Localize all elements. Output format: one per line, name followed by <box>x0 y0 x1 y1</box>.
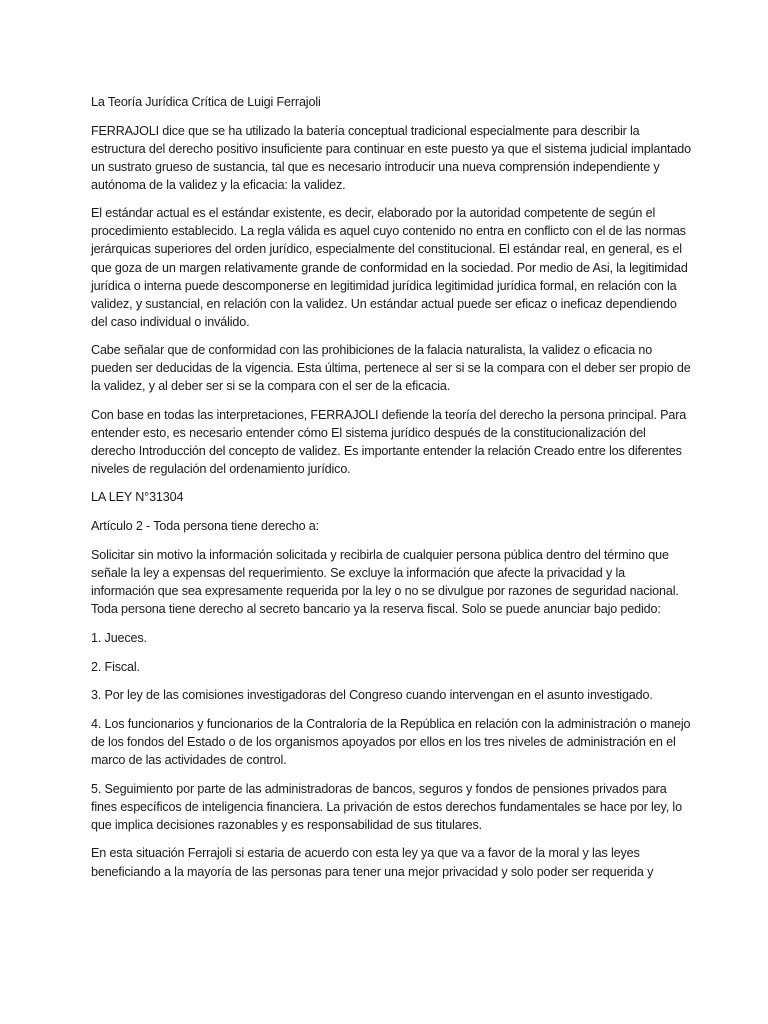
paragraph-interpretaciones: Con base en todas las interpretaciones, FERRAJOLI defiende la teoría del derecho la persona principal. Para entender esto, es necesario entender cómo El sistema jurídico después de la constitucionalización del derecho Introducción del concepto de validez. Es importante entender la relación Creado entre los diferentes niveles de regulación del ordenamiento jurídico. <box>91 407 687 477</box>
paragraph-falacia-naturalista: Cabe señalar que de conformidad con las prohibiciones de la falacia naturalista, la validez o eficacia no pueden ser deducidas de la vigencia. Esta última, pertenece al ser si se la compara con el deber ser propio de la validez, y al deber ser si se la compara con el ser de la eficacia. <box>91 343 691 394</box>
article-heading: Artículo 2 - Toda persona tiene derecho a: <box>91 519 319 534</box>
document-title: La Teoría Jurídica Crítica de Luigi Ferrajoli <box>91 95 321 109</box>
list-item-seguimiento: 5. Seguimiento por parte de las administradoras de bancos, seguros y fondos de pensiones privados para fines específicos de inteligencia financiera. La privación de estos derechos fundamentales se hace por ley, lo que implica decisiones razonables y es responsabilidad de sus titulares. <box>91 781 682 833</box>
section-heading-ley: LA LEY N°31304 <box>91 490 184 505</box>
paragraph-solicitar: Solicitar sin motivo la información solicitada y recibirla de cualquier persona pública dentro del término que señale la ley a expensas del requerimiento. Se excluye la información que afecte la privacidad y la información que sea expresamente requerida por la ley o no se divulgue por razones de seguridad nacional. Toda persona tiene derecho al secreto bancario ya la reserva fiscal. Solo se puede anunciar bajo pedido: <box>91 547 679 617</box>
document-page <box>91 93 691 881</box>
list-item-contraloria: 4. Los funcionarios y funcionarios de la Contraloría de la República en relación con la administración o manejo de los fondos del Estado o de los organismos apoyados por ellos en los tres niveles de administración en el marco de las actividades de control. <box>91 717 691 768</box>
list-item-jueces: 1. Jueces. <box>91 630 147 645</box>
paragraph-ferrajoli-intro: FERRAJOLI dice que se ha utilizado la batería conceptual tradicional especialmente para describir la estructura del derecho positivo insuficiente para continuar en este puesto ya que el sistema judicial implantado un sustrato grueso de sustancia, tal que es necesario introducir una nueva comprensión independiente y autónoma de la validez y la eficacia: la validez. <box>91 123 691 192</box>
paragraph-estandar-actual: El estándar actual es el estándar existente, es decir, elaborado por la autoridad competente de según el procedimiento establecido. La regla válida es aquel cuyo contenido no entra en conflicto con el de las normas jerárquicas superiores del orden jurídico, especialmente del constitucional. El estándar real, en general, es el que goza de un margen relativamente grande de conformidad en la sociedad. Por medio de Asi, la legitimidad jurídica o interna puede descomponerse en legitimidad jurídica legitimidad jurídica formal, en relación con la validez, y sustancial, en relación con la validez. Un estándar actual puede ser eficaz o ineficaz dependiendo del caso individual o inválido. <box>91 206 688 329</box>
paragraph-conclusion: En esta situación Ferrajoli si estaria de acuerdo con esta ley ya que va a favor de la moral y las leyes beneficiando a la mayoría de las personas para tener una mejor privacidad y solo poder ser requerida y <box>91 846 654 879</box>
list-item-comisiones: 3. Por ley de las comisiones investigadoras del Congreso cuando intervengan en el asunto investigado. <box>91 688 653 703</box>
list-item-fiscal: 2. Fiscal. <box>91 659 140 674</box>
